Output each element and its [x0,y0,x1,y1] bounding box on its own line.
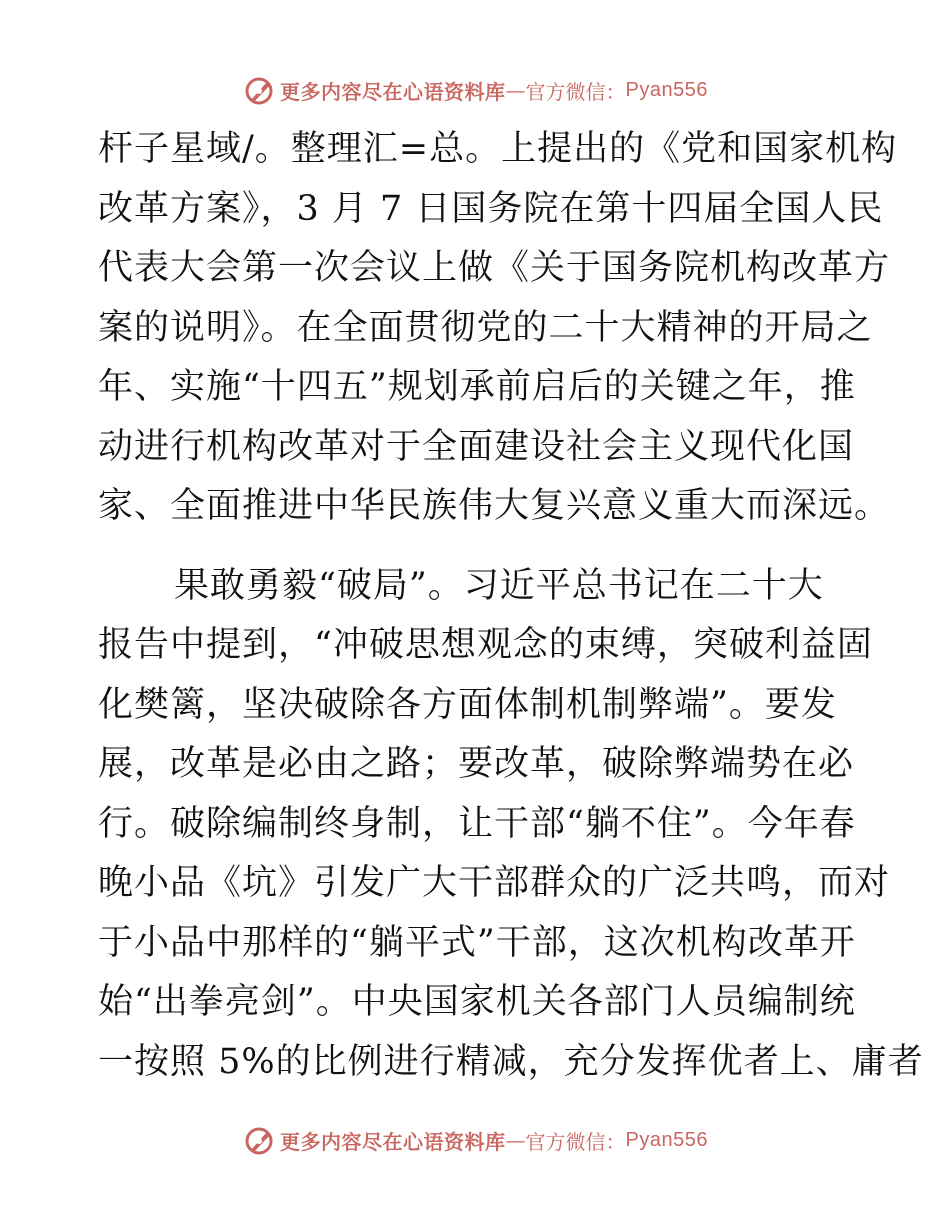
paragraph-2 [98,557,924,1093]
watermark-wechat-id: Pyan556 [625,1128,708,1151]
footer-watermark [0,1120,950,1160]
watermark-title: 更多内容尽在心语资料库 [280,79,506,104]
text-line: 代表大会第一次会议上做《关于国务院机构改革方 [98,248,891,288]
paragraph-spacer [98,537,858,557]
text-line: 改革方案》，3 月 7 日国务院在第十四届全国人民 [98,188,884,229]
text-line: 一按照 5%的比例进行精减，充分发挥优者上、庸者 [98,1041,924,1082]
watermark-wechat-id: Pyan556 [625,78,708,101]
text-line: 案的说明》。在全面贯彻党的二十大精神的开局之 [98,307,873,348]
text-line: 行。破除编制终身制，让干部“躺不住”。今年春 [98,803,856,844]
text-line: 晚小品《坑》引发广大干部群众的广泛共鸣，而对 [98,863,891,903]
text-line: 展，改革是必由之路；要改革，破除弊端势在必 [98,744,855,784]
text-line: 于小品中那样的“躺平式”干部，这次机构改革开 [98,922,856,963]
text-line: 家、全面推进中华民族伟大复兴意义重大而深远。 [98,486,891,526]
text-line: 报告中提到，“冲破思想观念的束缚，突破利益固 [98,625,873,665]
logo-pen-circle-icon [242,73,276,107]
watermark-dash: — [505,1128,526,1152]
text-line: 杆子星域/。整理汇=总。上提出的《党和国家机构 [98,129,898,169]
text-line: 果敢勇毅“破局”。习近平总书记在二十大 [174,565,824,606]
watermark-dash: — [505,78,526,102]
text-line: 动进行机构改革对于全面建设社会主义现代化国 [98,426,855,467]
text-line: 化樊篱，坚决破除各方面体制机制弊端”。要发 [98,684,837,725]
logo-pen-circle-icon [242,1123,276,1157]
watermark-wechat-label: 官方微信： [525,79,626,104]
text-line: 年、实施“十四五”规划承前启后的关键之年，推 [98,367,856,407]
header-watermark [0,70,950,110]
document-body [98,120,924,1092]
watermark-title: 更多内容尽在心语资料库 [280,1129,506,1154]
paragraph-1 [98,120,898,537]
text-line: 始“出拳亮剑”。中央国家机关各部门人员编制统 [98,982,856,1022]
watermark-wechat-label: 官方微信： [525,1129,626,1154]
